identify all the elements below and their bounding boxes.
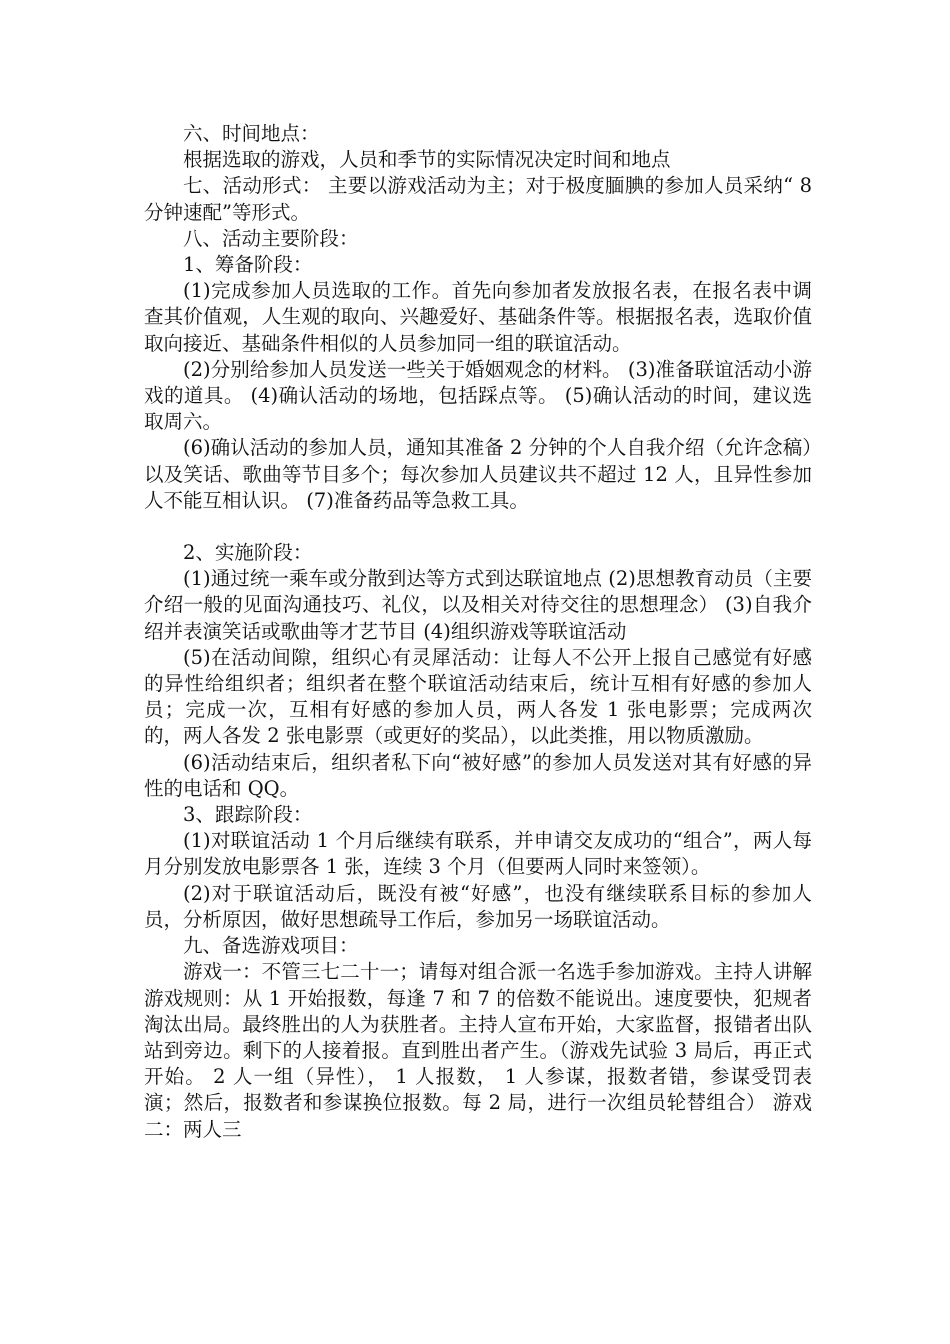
paragraph-preparation-2: (2)分别给参加人员发送一些关于婚姻观念的材料。 (3)准备联谊活动小游戏的道具。 (4)确认活动的场地，包括踩点等。 (5)确认活动的时间，建议选取周六。	[144, 357, 812, 434]
paragraph-implementation-3: (6)活动结束后，组织者私下向“被好感”的参加人员发送对其有好感的异性的电话和 QQ。	[144, 750, 812, 800]
paragraph-game-one: 游戏一：不管三七二十一；请每对组合派一名选手参加游戏。主持人讲解游戏规则：从 1 开始报数，每逢 7 和 7 的倍数不能说出。速度要快，犯规者淘汰出局。最终胜出的人为获胜者。主持人宣布开始，大家监督，报错者出队站到旁边。剩下的人接着报。直到胜出者产生。（游戏先试验 3 局后，再正式开始。 2 人一组（异性）， 1 人报数， 1 人参谋，报数者错，参谋受罚表演；然后，报数者和参谋换位报数。每 2 局，进行一次组员轮替组合） 游戏二：两人三	[144, 960, 812, 1141]
subheading-tracking: 3、跟踪阶段：	[183, 803, 313, 827]
section-heading-activity-form: 七、活动形式： 主要以游戏活动为主；对于极度腼腆的参加人员采纳“ 8 分钟速配”等形式。	[144, 174, 812, 224]
subheading-preparation: 1、筹备阶段：	[183, 253, 313, 277]
paragraph-time-place: 根据选取的游戏，人员和季节的实际情况决定时间和地点	[183, 148, 671, 172]
paragraph-implementation-2: (5)在活动间隙，组织心有灵犀活动：让每人不公开上报自己感觉有好感的异性给组织者；组织者在整个联谊活动结束后，统计互相有好感的参加人员；完成一次，互相有好感的参加人员，两人各发 1 张电影票；完成两次的，两人各发 2 张电影票（或更好的奖品），以此类推，用以物质激励。	[144, 645, 812, 748]
section-heading-main-stages: 八、活动主要阶段：	[183, 226, 359, 250]
paragraph-implementation-1: (1)通过统一乘车或分散到达等方式到达联谊地点 (2)思想教育动员（主要介绍一般的见面沟通技巧、礼仪，以及相关对待交往的思想理念） (3)自我介绍并表演笑话或歌曲等才艺节目 (4)组织游戏等联谊活动	[144, 567, 812, 643]
section-heading-time-place: 六、时间地点：	[183, 122, 320, 145]
paragraph-preparation-3: (6)确认活动的参加人员，通知其准备 2 分钟的个人自我介绍（允许念稿）以及笑话、歌曲等节目多个；每次参加人员建议共不超过 12 人，且异性参加人不能互相认识。 (7)准备药品等急救工具。	[144, 436, 812, 512]
paragraph-preparation-1: (1)完成参加人员选取的工作。首先向参加者发放报名表，在报名表中调查其价值观，人生观的取向、兴趣爱好、基础条件等。根据报名表，选取价值取向接近、基础条件相似的人员参加同一组的联谊活动。	[144, 279, 812, 355]
paragraph-tracking-1: (1)对联谊活动 1 个月后继续有联系，并申请交友成功的“组合”，两人每月分别发放电影票各 1 张，连续 3 个月（但要两人同时来签领）。	[144, 829, 812, 879]
subheading-implementation: 2、实施阶段：	[183, 541, 313, 565]
document-body	[144, 121, 812, 1143]
section-heading-games: 九、备选游戏项目：	[183, 934, 359, 958]
paragraph-tracking-2: (2)对于联谊活动后，既没有被“好感”，也没有继续联系目标的参加人员，分析原因，做好思想疏导工作后，参加另一场联谊活动。	[144, 881, 812, 931]
